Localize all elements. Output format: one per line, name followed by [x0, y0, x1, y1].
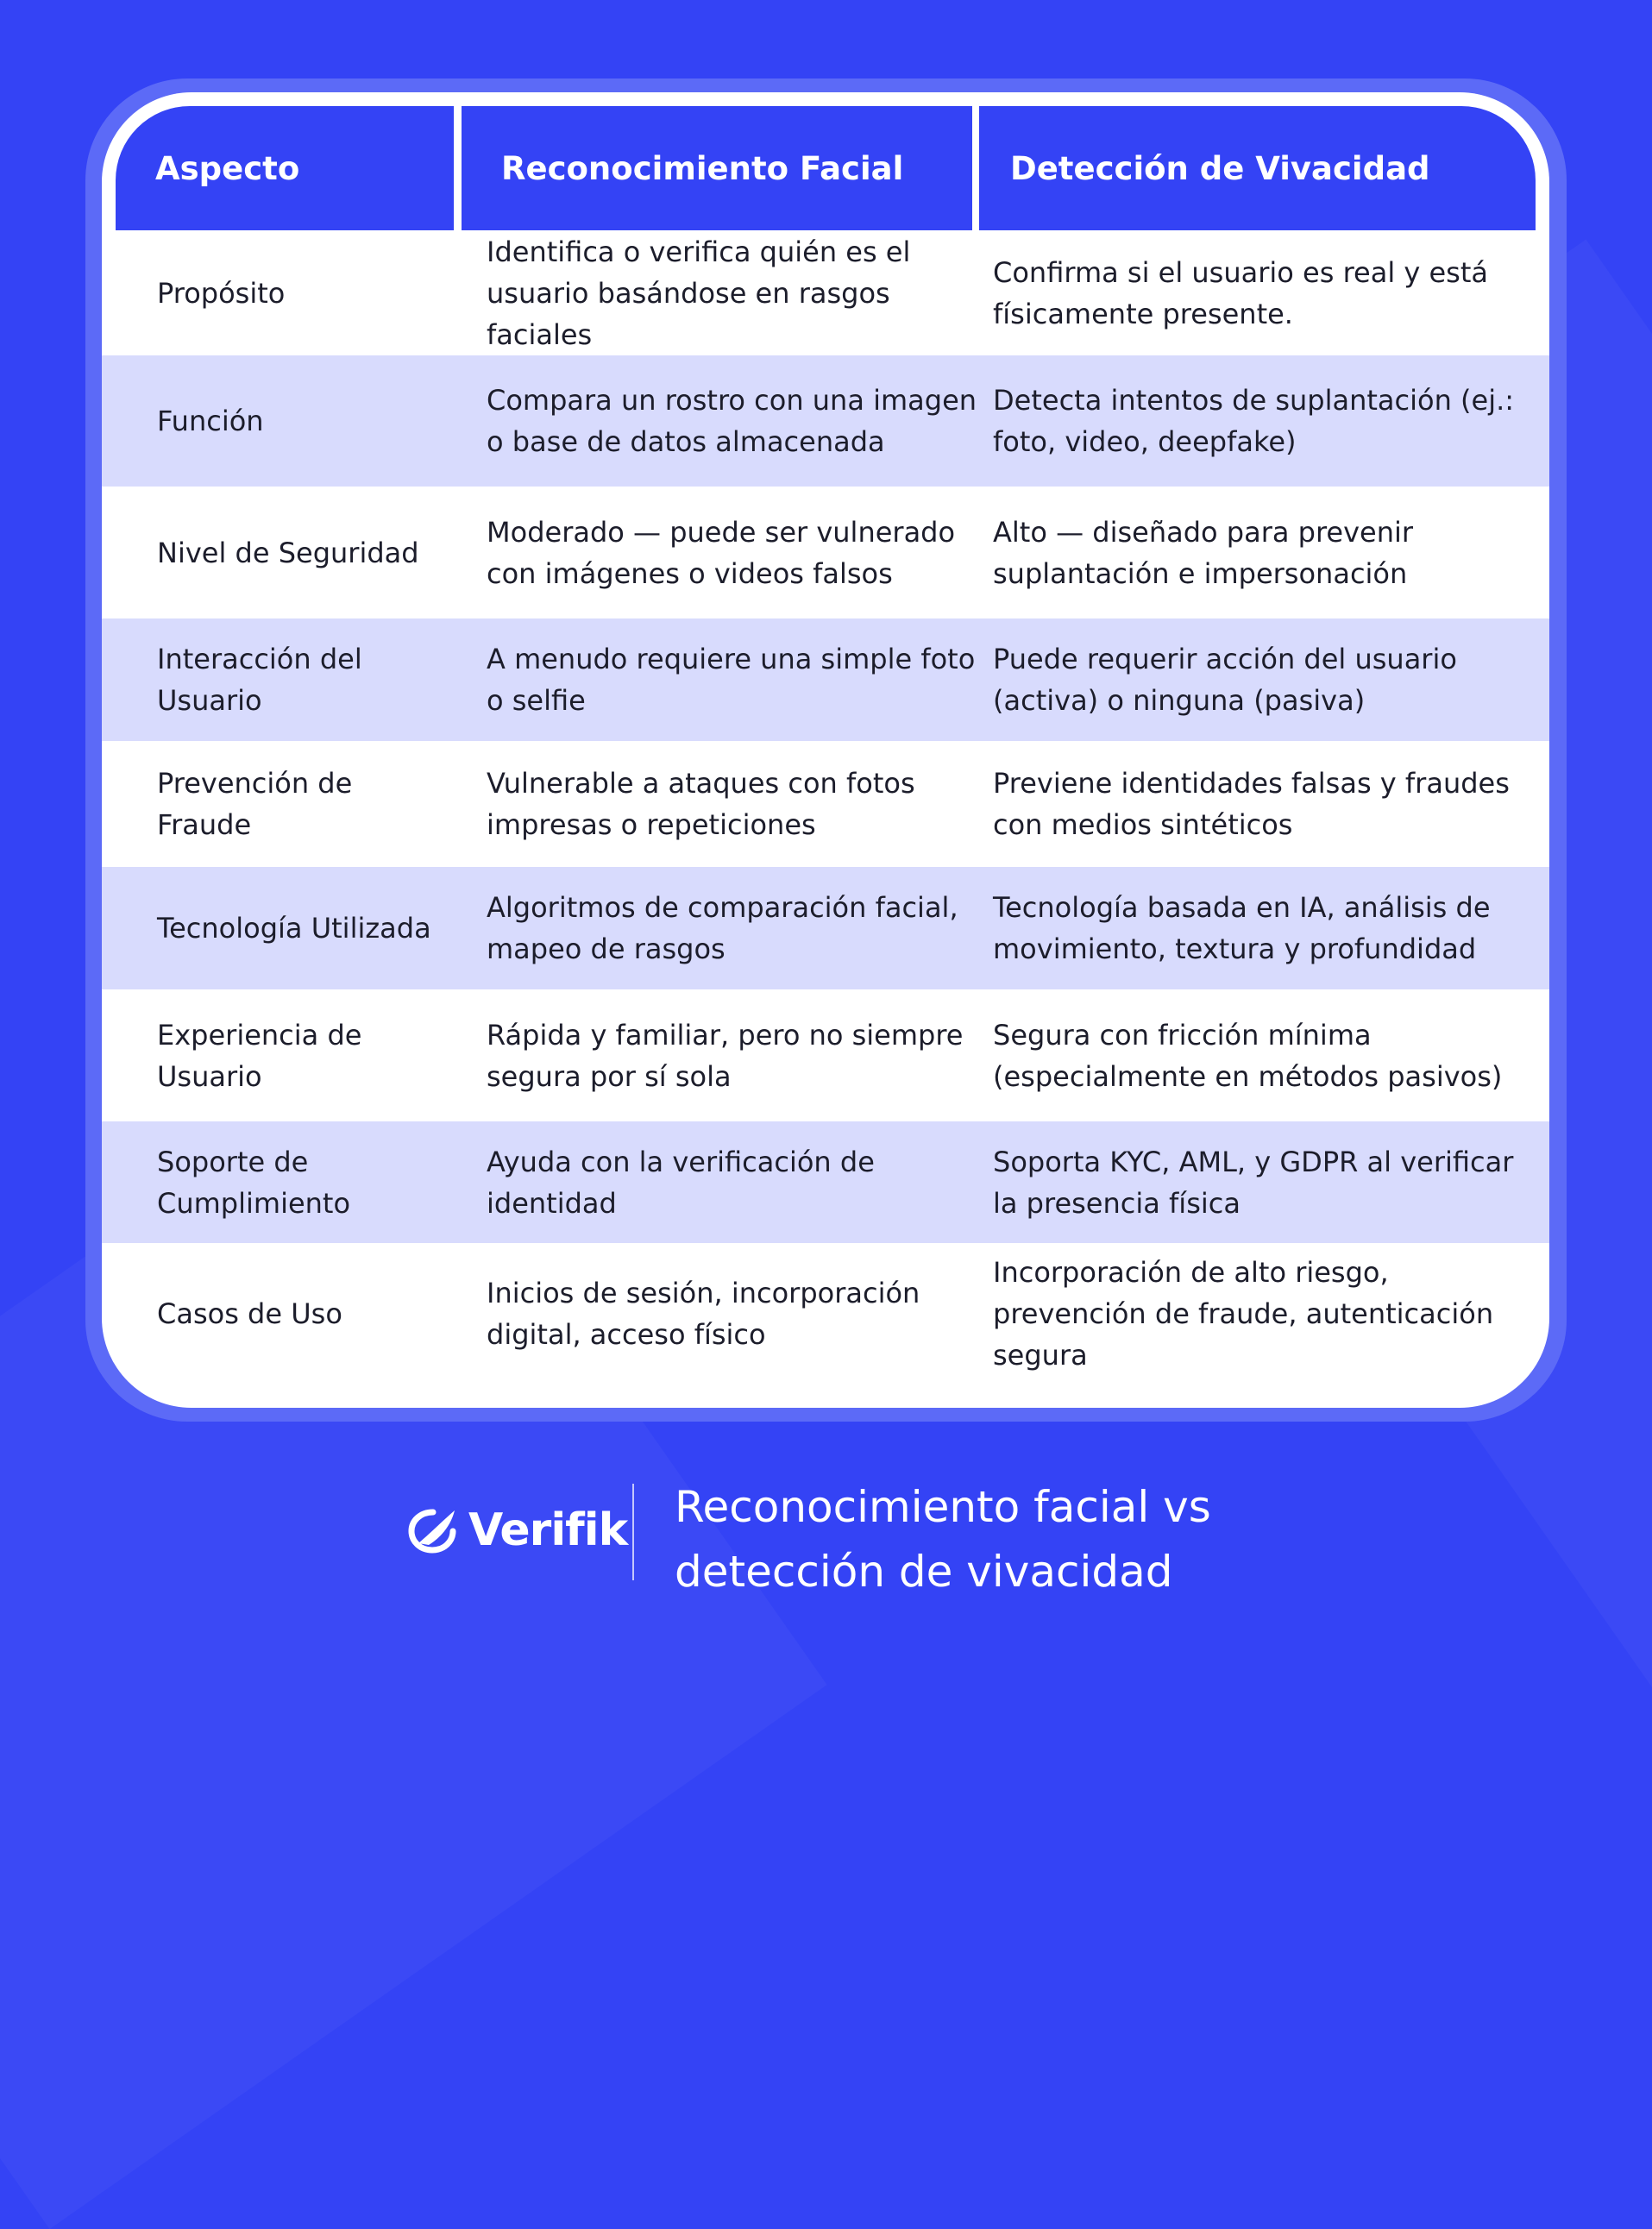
comparison-table: [102, 92, 1549, 1408]
table-row: [102, 355, 1549, 487]
verifik-logo-icon: [406, 1505, 460, 1555]
row-facial: Inicios de sesión, incorporación digital, acceso físico: [487, 1276, 920, 1351]
footer-title-line2: detección de vivacidad: [675, 1547, 1173, 1597]
table-header: [116, 106, 1536, 230]
brand-name: Verifik: [468, 1504, 628, 1556]
row-facial: Identifica o verifica quién es el usuario basándose en rasgos faciales: [487, 235, 911, 351]
table-row: [102, 1121, 1549, 1243]
table-row: [102, 618, 1549, 741]
header-reconocimiento-facial: Reconocimiento Facial: [462, 106, 972, 230]
row-aspect: Función: [157, 405, 264, 437]
row-liveness: Segura con fricción mínima (especialmente en métodos pasivos): [993, 1018, 1503, 1093]
table-row: [102, 1243, 1549, 1408]
footer-divider: [632, 1484, 634, 1580]
table-row: [102, 989, 1549, 1121]
header-deteccion-vivacidad: Detección de Vivacidad: [979, 106, 1536, 230]
row-aspect: Casos de Uso: [157, 1297, 342, 1330]
row-aspect: Tecnología Utilizada: [157, 912, 431, 945]
row-facial: Moderado — puede ser vulnerado con imágenes o videos falsos: [487, 515, 956, 590]
row-facial: Ayuda con la verificación de identidad: [487, 1145, 875, 1220]
row-liveness: Previene identidades falsas y fraudes con medios sintéticos: [993, 767, 1510, 841]
row-facial: Rápida y familiar, pero no siempre segura por sí sola: [487, 1018, 964, 1093]
row-aspect: Nivel de Seguridad: [157, 536, 419, 569]
row-aspect: Propósito: [157, 276, 286, 310]
row-liveness: Incorporación de alto riesgo, prevención de fraude, autenticación segura: [993, 1255, 1494, 1372]
verifik-logo: [406, 1504, 627, 1556]
row-liveness: Soporta KYC, AML, y GDPR al verificar la presencia física: [993, 1145, 1514, 1220]
row-facial: A menudo requiere una simple foto o selfie: [487, 643, 976, 717]
table-row: [102, 867, 1549, 989]
row-liveness: Tecnología basada en IA, análisis de movimiento, textura y profundidad: [993, 891, 1491, 965]
row-facial: Vulnerable a ataques con fotos impresas o repeticiones: [487, 767, 915, 841]
row-facial: Compara un rostro con una imagen o base de datos almacenada: [487, 384, 977, 458]
footer: [0, 1458, 1652, 1604]
row-aspect: Experiencia de Usuario: [157, 1018, 362, 1093]
row-liveness: Puede requerir acción del usuario (activa) o ninguna (pasiva): [993, 643, 1457, 717]
row-liveness: Detecta intentos de suplantación (ej.: foto, video, deepfake): [993, 384, 1515, 458]
row-liveness: Confirma si el usuario es real y está físicamente presente.: [993, 255, 1488, 330]
table-row: [102, 741, 1549, 867]
footer-title-line1: Reconocimiento facial vs: [675, 1482, 1211, 1532]
header-aspecto: Aspecto: [116, 106, 454, 230]
table-row: [102, 487, 1549, 618]
row-aspect: Soporte de Cumplimiento: [157, 1145, 351, 1220]
row-aspect: Prevención de Fraude: [157, 767, 353, 841]
row-aspect: Interacción del Usuario: [157, 643, 362, 717]
table-row: [102, 230, 1549, 355]
row-facial: Algoritmos de comparación facial, mapeo de rasgos: [487, 891, 958, 965]
footer-title: [675, 1475, 1365, 1604]
row-liveness: Alto — diseñado para prevenir suplantación e impersonación: [993, 515, 1414, 590]
